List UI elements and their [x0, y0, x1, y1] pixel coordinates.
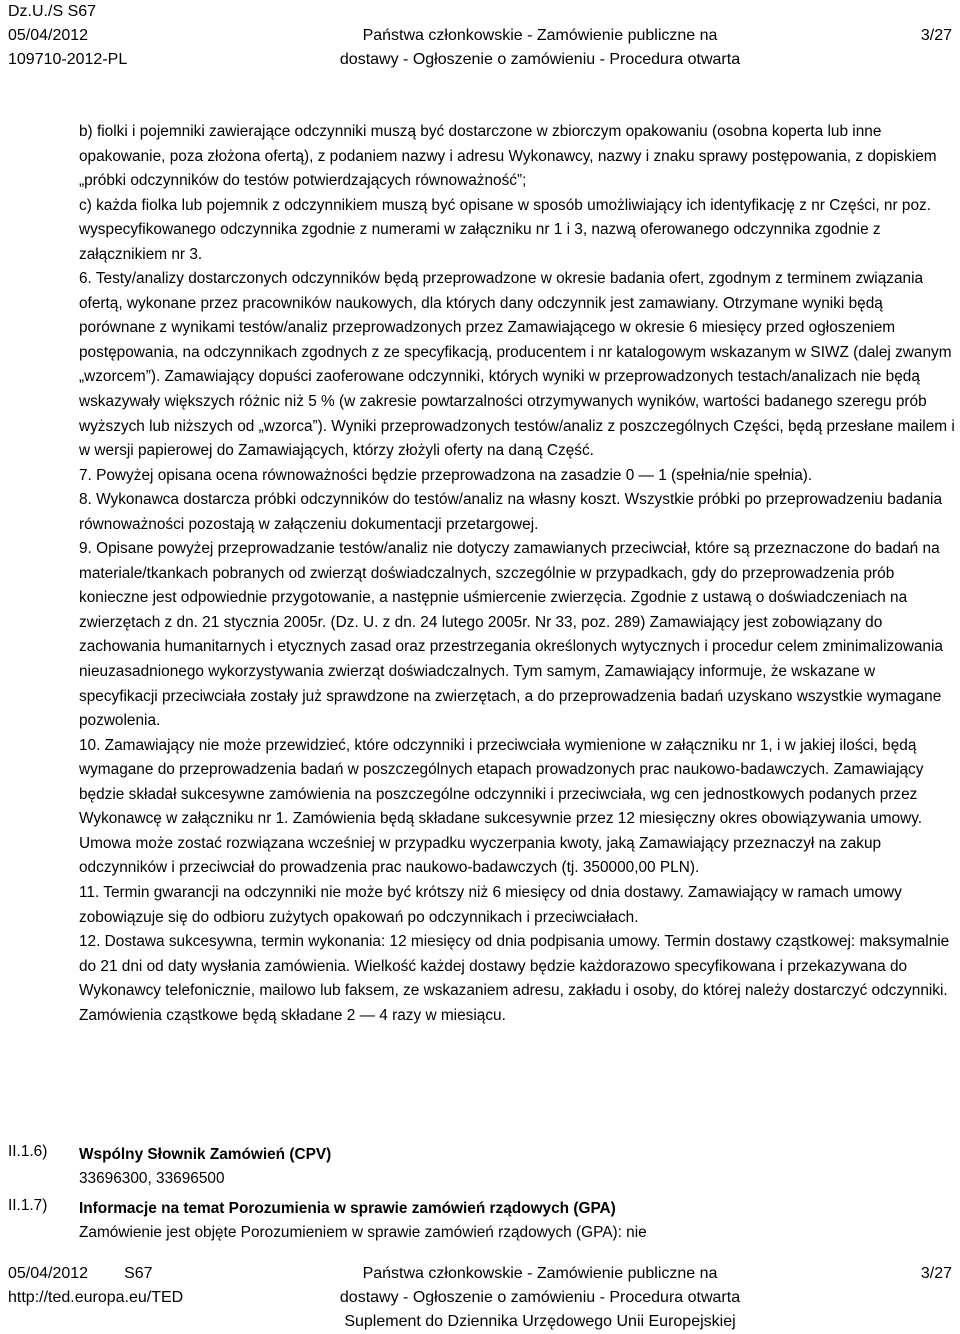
document-body: [79, 120, 955, 1028]
footer-left: [8, 1262, 183, 1310]
paragraph: c) każda fiolka lub pojemnik z odczynnikiem muszą być opisane w sposób umożliwiający ich identyfikację z nr Części, nr poz. wyspecyfikowanego odczynnika zgodnie z numerami w załączniku nr 1 i 3, nazwą oferowanego odczynnika zgodnie z załącznikiem nr 3.: [79, 196, 931, 263]
header-title-line-2: dostawy - Ogłoszenie o zamówieniu - Procedura otwarta: [339, 51, 741, 68]
footer-series: S67: [124, 1265, 153, 1282]
section-title: Wspólny Słownik Zamówień (CPV): [79, 1146, 332, 1163]
footer-title-line-1: Państwa członkowskie - Zamówienie publiczne na: [362, 1265, 718, 1282]
section-text: Zamówienie jest objęte Porozumieniem w sprawie zamówień rządowych (GPA): nie: [79, 1224, 647, 1241]
paragraph: 8. Wykonawca dostarcza próbki odczynników do testów/analiz na własny koszt. Wszystkie próbki po przeprowadzeniu badania równoważności pozostają w załączeniu dokumentacji przetargowej.: [79, 491, 943, 533]
footer-center: [300, 1262, 780, 1334]
header-page-number: 3/27: [920, 27, 952, 44]
section-number: II.1.6): [8, 1143, 48, 1160]
paragraph: 11. Termin gwarancji na odczynniki nie może być krótszy niż 6 miesięcy od dnia dostawy. Zamawiający w ramach umowy zobowiązuje się do odbioru zużytych opakowań po odczynnikach i przeciwciałach.: [79, 883, 902, 926]
journal-ref: Dz.U./S S67: [8, 3, 97, 20]
page-header: [0, 0, 960, 72]
section-gpa: [79, 1197, 955, 1245]
footer-page-number: 3/27: [920, 1265, 952, 1282]
paragraph: 10. Zamawiający nie może przewidzieć, które odczynniki i przeciwciała wymienione w załączniku nr 1, i w jakiej ilości, będą wymagane do przeprowadzenia badań w poszczególnych etapach prowadzonych prac naukowo-badawczych. Zamawiający będzie składał sukcesywne zamówienia na poszczególne odczynniki i przeciwciała, wg cen jednostkowych podanych przez Wykonawcę w załączniku nr 1. Zamówienia będą składane sukcesywnie przez 12 miesięczny okres obowiązywania umowy. Umowa może zostać rozwiązana wcześniej w przypadku wyczerpania kwoty, jaką Zamawiający przeznaczył na zakup odczynników i przeciwciał do prowadzenia prac naukowo-badawczych (tj. 350000,00 PLN).: [79, 736, 924, 877]
paragraph: 9. Opisane powyżej przeprowadzanie testów/analiz nie dotyczy zamawianych przeciwciał, które są przeznaczone do badań na materiale/tkankach pobranych od zwierząt doświadczalnych, szczególnie w przypadkach, gdy do przeprowadzenia prób konieczne jest odpowiednie przygotowanie, a następnie uśmiercenie zwierzęcia. Zgodnie z ustawą o doświadczeniach na zwierzętach z dn. 21 stycznia 2005r. (Dz. U. z dn. 24 lutego 2005r. Nr 33, poz. 289) Zamawiający jest zobowiązany do zachowania humanitarnych i etycznych zasad oraz przestrzegania określonych wytycznych i procedur celem zminimalizowania nieuzasadnionego wykorzystywania zwierząt doświadczalnych. Tym samym, Zamawiający informuje, że wskazane w specyfikacji przeciwciała zostały już sprawdzone na zwierzętach, a do przeprowadzenia badań uzyskano wszystkie wymagane pozwolenia.: [79, 540, 943, 730]
notice-number: 109710-2012-PL: [8, 51, 128, 68]
footer-title-line-2: dostawy - Ogłoszenie o zamówieniu - Procedura otwarta: [339, 1289, 741, 1306]
section-text: 33696300, 33696500: [79, 1170, 225, 1187]
header-left: [8, 0, 127, 72]
paragraph: 7. Powyżej opisana ocena równoważności będzie przeprowadzona na zasadzie 0 — 1 (spełnia/nie spełnia).: [79, 466, 813, 484]
section-number: II.1.7): [8, 1197, 48, 1214]
page-footer: [0, 1262, 960, 1334]
header-date: 05/04/2012: [8, 27, 89, 44]
footer-url[interactable]: http://ted.europa.eu/TED: [8, 1289, 184, 1306]
footer-supplement: Suplement do Dziennika Urzędowego Unii Europejskiej: [344, 1313, 736, 1330]
paragraph: b) fiolki i pojemniki zawierające odczynniki muszą być dostarczone w zbiorczym opakowaniu (osobna koperta lub inne opakowanie, poza złożona ofertą), z podaniem nazwy i adresu Wykonawcy, nazwy i znaku sprawy postępowania, z dopiskiem „próbki odczynników do testów potwierdzających równoważność”;: [79, 123, 937, 190]
footer-date: 05/04/2012: [8, 1265, 89, 1282]
section-cpv: [79, 1143, 955, 1191]
paragraph: 6. Testy/analizy dostarczonych odczynników będą przeprowadzone w okresie badania ofert, zgodnym z terminem związania ofertą, wykonane przez pracowników naukowych, dla których dany odczynnik jest zamawiany. Otrzymane wyniki będą porównane z wynikami testów/analiz przeprowadzonych przez Zamawiającego w okresie 6 miesięcy przed ogłoszeniem postępowania, na odczynnikach zgodnych z ze specyfikacją, producentem i nr katalogowym wskazanym w SIWZ (dalej zwanym „wzorcem”). Zamawiający dopuści zaoferowane odczynniki, których wyniki w przeprowadzonych testach/analizach nie będą wskazywały większych różnic niż 5 % (w zakresie powtarzalności otrzymywanych wyników, wartości badanego szeregu prób wyższych lub niższych od „wzorca”). Wyniki przeprowadzonych testów/analiz z poszczególnych Części, będą przesłane mailem i w wersji papierowej do Zamawiających, którzy złożyli oferty na daną Część.: [79, 270, 955, 460]
header-title-line-1: Państwa członkowskie - Zamówienie publiczne na: [362, 27, 718, 44]
header-center: [330, 24, 750, 72]
paragraph: 12. Dostawa sukcesywna, termin wykonania: 12 miesięcy od dnia podpisania umowy. Termin dostawy cząstkowej: maksymalnie do 21 dni od daty wysłania zamówienia. Wielkość każdej dostawy będzie każdorazowo specyfikowana i przekazywana do Wykonawcy telefonicznie, mailowo lub faksem, ze wskazaniem adresu, zakładu i osoby, do której należy dostarczyć odczynniki. Zamówienia cząstkowe będą składane 2 — 4 razy w miesiącu.: [79, 933, 950, 1024]
section-title: Informacje na temat Porozumienia w sprawie zamówień rządowych (GPA): [79, 1200, 616, 1217]
